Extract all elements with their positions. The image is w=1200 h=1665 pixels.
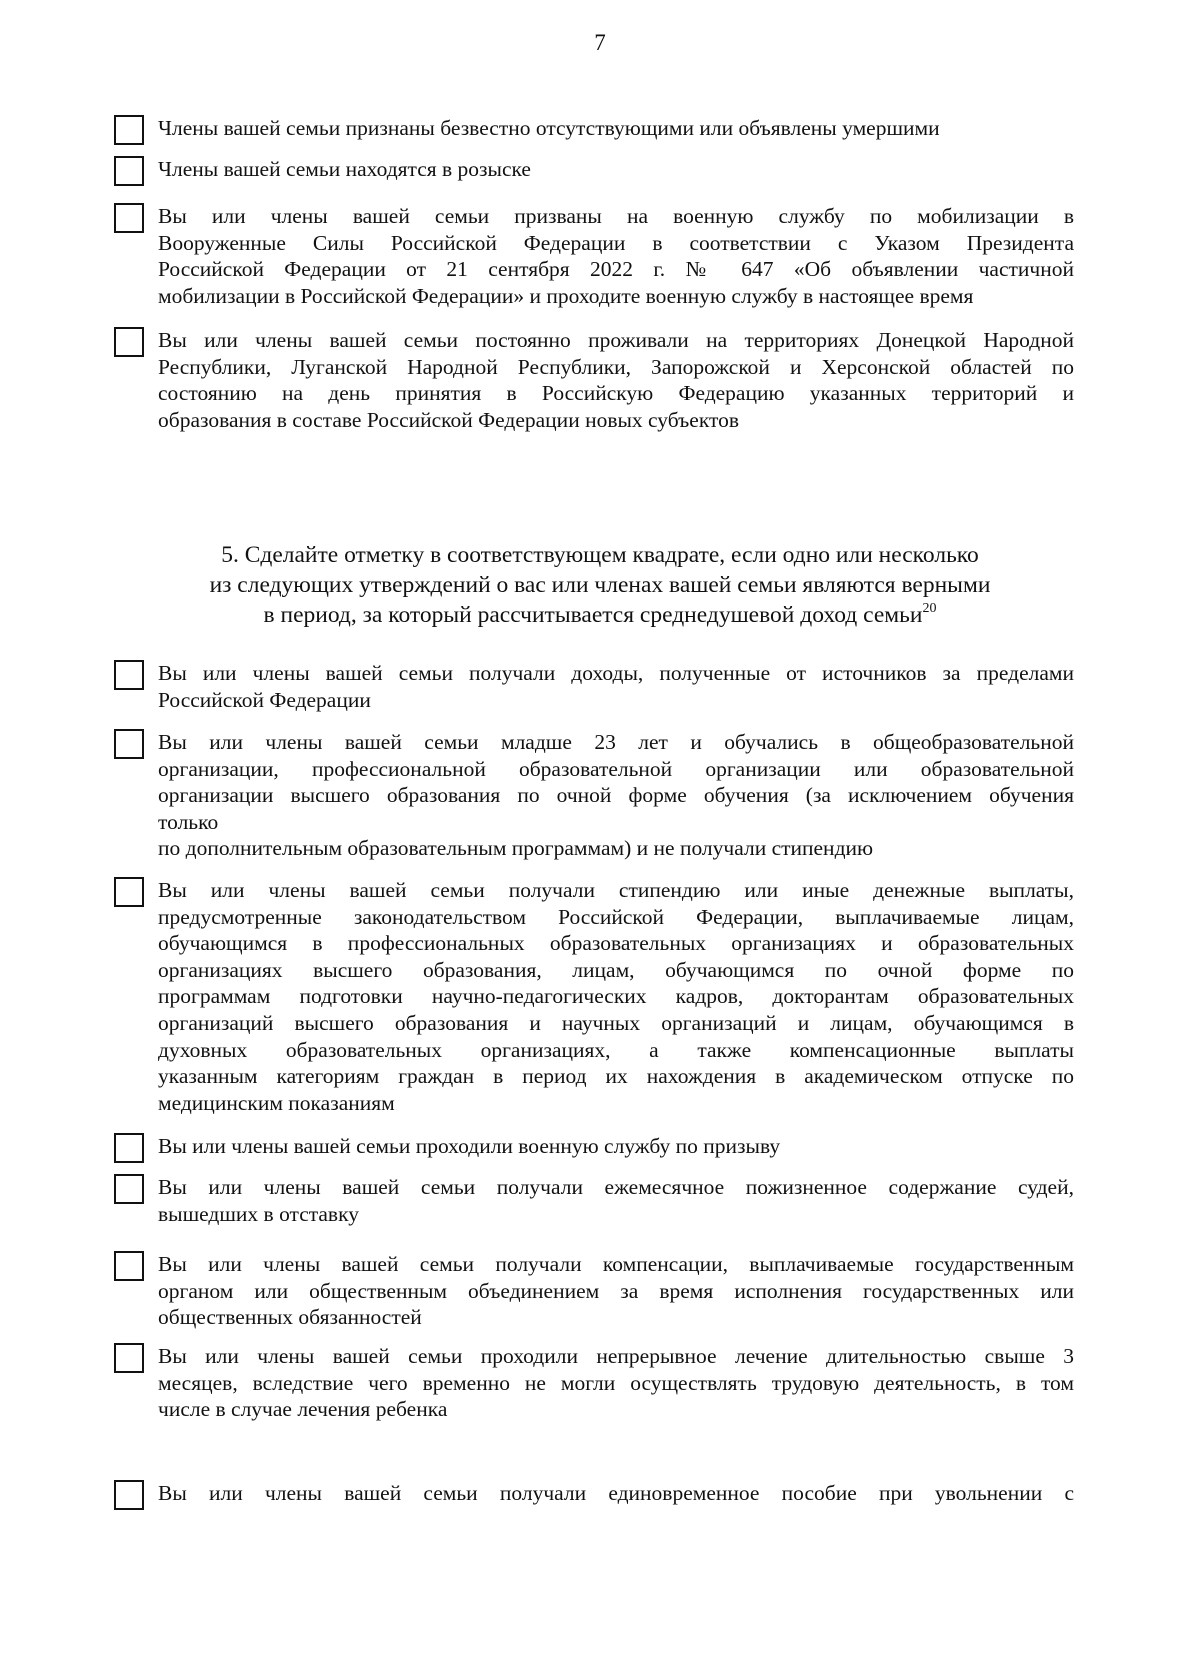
- checkbox[interactable]: [114, 327, 144, 357]
- item-text: [158, 327, 1074, 433]
- text-line: Вы или члены вашей семьи получали компенсации, выплачиваемые государственным: [158, 1252, 1074, 1276]
- item-text: [158, 115, 1074, 142]
- heading-line: в период, за который рассчитывается среднедушевой доход семьи: [263, 602, 923, 628]
- item-text: [158, 1133, 1074, 1160]
- item-text: [158, 156, 1074, 183]
- text-line: образования в составе Российской Федерации новых субъектов: [158, 407, 740, 432]
- item-text: [158, 1251, 1074, 1331]
- checkbox[interactable]: [114, 660, 144, 690]
- text-line: Российской Федерации: [158, 687, 371, 712]
- text-line: Вы или члены вашей семьи младше 23 лет и обучались в общеобразовательной: [158, 730, 1074, 754]
- text-line: Вы или члены вашей семьи проходили непрерывное лечение длительностью свыше 3: [158, 1344, 1074, 1368]
- checkbox[interactable]: [114, 1480, 144, 1510]
- text-line: вышедших в отставку: [158, 1201, 359, 1226]
- text-line: Вы или члены вашей семьи призваны на военную службу по мобилизации в: [158, 204, 1074, 228]
- text-line: организациях высшего образования, лицам, обучающимся по очной форме по: [158, 957, 1074, 982]
- checkbox[interactable]: [114, 156, 144, 186]
- text-line: организации высшего образования по очной форме обучения (за исключением обучения: [158, 783, 1074, 808]
- text-line: Республики, Луганской Народной Республики, Запорожской и Херсонской областей по: [158, 354, 1074, 379]
- text-line: организации, профессиональной образовательной организации или образовательной: [158, 756, 1074, 781]
- text-line: указанным категориям граждан в период их нахождения в академическом отпуске по: [158, 1064, 1074, 1089]
- text-line: Члены вашей семьи находятся в розыске: [158, 157, 531, 181]
- text-line: Вы или члены вашей семьи получали ежемесячное пожизненное содержание судей,: [158, 1175, 1074, 1199]
- text-line: программам подготовки научно-педагогических кадров, докторантам образовательных: [158, 984, 1074, 1009]
- text-line: организаций высшего образования и научных организаций и лицам, обучающимся в: [158, 1010, 1074, 1035]
- item-text: [158, 1174, 1074, 1227]
- text-line: месяцев, вследствие чего временно не могли осуществлять трудовую деятельность, в том: [158, 1370, 1074, 1395]
- text-line: только: [158, 809, 219, 834]
- text-line: Вы или члены вашей семьи проходили военную службу по призыву: [158, 1134, 781, 1158]
- text-line: по дополнительным образовательным программам) и не получали стипендию: [158, 836, 874, 861]
- item-text: [158, 203, 1074, 309]
- item-text: [158, 729, 1074, 862]
- text-line: органом или общественным объединением за время исполнения государственных или: [158, 1278, 1074, 1303]
- checkbox[interactable]: [114, 1251, 144, 1281]
- heading-line-3: [0, 600, 1200, 630]
- checkbox[interactable]: [114, 115, 144, 145]
- checkbox[interactable]: [114, 877, 144, 907]
- text-line: числе в случае лечения ребенка: [158, 1397, 448, 1422]
- text-line: Вы или члены вашей семьи получали доходы, полученные от источников за пределами: [158, 661, 1074, 685]
- checkbox[interactable]: [114, 1174, 144, 1204]
- checkbox[interactable]: [114, 1343, 144, 1373]
- text-line: общественных обязанностей: [158, 1305, 422, 1330]
- text-line: предусмотренные законодательством Российской Федерации, выплачиваемые лицам,: [158, 904, 1074, 929]
- footnote-marker: 20: [922, 601, 937, 616]
- text-line: духовных образовательных организациях, а также компенсационные выплаты: [158, 1037, 1074, 1062]
- item-text: [158, 1343, 1074, 1423]
- text-line: Российской Федерации от 21 сентября 2022 г. № 647 «Об объявлении частичной: [158, 257, 1074, 282]
- text-line: Вы или члены вашей семьи получали единовременное пособие при увольнении с: [158, 1481, 1074, 1505]
- item-text: [158, 1480, 1074, 1507]
- item-text: [158, 660, 1074, 713]
- checkbox[interactable]: [114, 729, 144, 759]
- section-5-heading: [0, 540, 1200, 630]
- heading-line: из следующих утверждений о вас или членах вашей семьи являются верными: [209, 572, 991, 598]
- item-text: [158, 877, 1074, 1116]
- text-line: Вы или члены вашей семьи получали стипендию или иные денежные выплаты,: [158, 878, 1074, 902]
- text-line: состоянию на день принятия в Российскую Федерацию указанных территорий и: [158, 381, 1074, 406]
- heading-line: 5. Сделайте отметку в соответствующем квадрате, если одно или несколько: [221, 542, 979, 568]
- text-line: Вы или члены вашей семьи постоянно проживали на территориях Донецкой Народной: [158, 328, 1074, 352]
- checkbox[interactable]: [114, 1133, 144, 1163]
- text-line: обучающимся в профессиональных образовательных организациях и образовательных: [158, 931, 1074, 956]
- text-line: медицинским показаниям: [158, 1090, 395, 1115]
- page-number: 7: [594, 30, 606, 55]
- text-line: Члены вашей семьи признаны безвестно отсутствующими или объявлены умершими: [158, 116, 940, 140]
- checkbox[interactable]: [114, 203, 144, 233]
- text-line: мобилизации в Российской Федерации» и проходите военную службу в настоящее время: [158, 283, 974, 308]
- text-line: Вооруженные Силы Российской Федерации в соответствии с Указом Президента: [158, 230, 1074, 255]
